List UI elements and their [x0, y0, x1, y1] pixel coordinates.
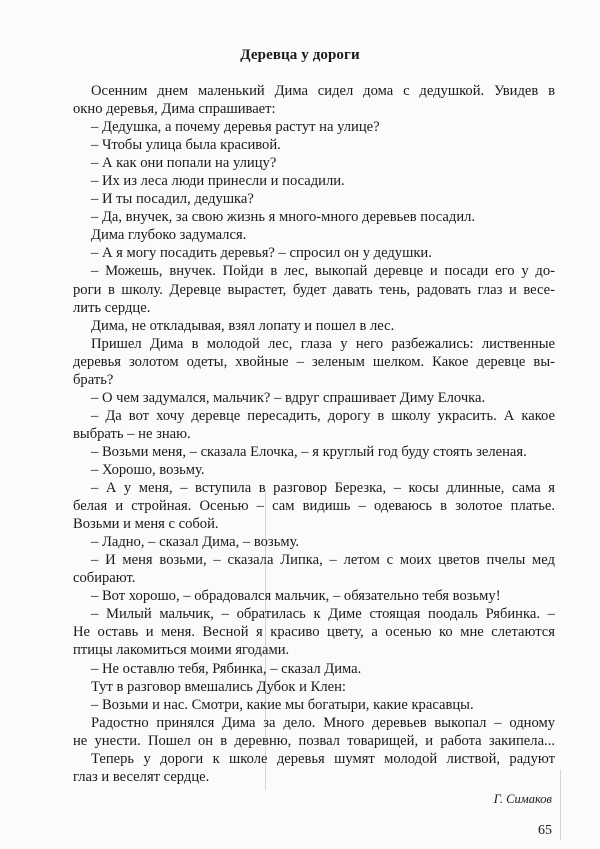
text-line: – Чтобы улица была красивой.: [91, 137, 281, 154]
text-line: птицы лакомиться моими ягодами.: [73, 642, 290, 659]
text-line: – Возьми и нас. Смотри, какие мы богатыри, какие красавцы.: [91, 696, 474, 713]
scan-streak: [560, 770, 561, 840]
scan-streak: [265, 490, 266, 790]
text-line: – И ты посадил, дедушка?: [91, 191, 254, 208]
text-line: – А я могу посадить деревья? – спросил он у дедушки.: [91, 245, 432, 262]
text-line: роги в школу. Деревце вырастет, будет давать тень, радовать глаз и весе-: [73, 281, 555, 298]
text-line: не унести. Пошел он в деревню, позвал товарищей, и работа закипела...: [73, 732, 555, 749]
text-line: Дима глубоко задумался.: [91, 227, 247, 244]
text-line: – Да вот хочу деревце пересадить, дорогу в школу украсить. А какое: [91, 407, 555, 424]
text-line: брать?: [73, 371, 114, 388]
text-line: – Вот хорошо, – обрадовался мальчик, – обязательно тебя возьму!: [91, 588, 501, 605]
text-line: Не оставь и меня. Весной я красиво цвету, а осенью ко мне слетаются: [73, 624, 555, 641]
text-line: – Да, внучек, за свою жизнь я много-много деревьев посадил.: [91, 209, 476, 226]
text-line: Тут в разговор вмешались Дубок и Клен:: [91, 678, 346, 695]
text-line: – Милый мальчик, – обратилась к Диме стоящая поодаль Рябинка. –: [91, 606, 555, 623]
text-line: глаз и веселят сердце.: [73, 768, 210, 785]
text-line: Пришел Дима в молодой лес, глаза у него разбежались: лиственные: [91, 335, 555, 352]
text-line: – Дедушка, а почему деревья растут на улице?: [91, 119, 380, 136]
page-number: 65: [538, 823, 552, 838]
text-line: Осенним днем маленький Дима сидел дома с дедушкой. Увидев в: [91, 83, 555, 99]
text-line: – И меня возьми, – сказала Липка, – летом с моих цветов пчелы мед: [91, 552, 555, 569]
text-line: – А у меня, – вступила в разговор Березка, – косы длинные, сама я: [91, 480, 555, 497]
text-line: – Хорошо, возьму.: [91, 461, 205, 478]
text-line: – О чем задумался, мальчик? – вдруг спрашивает Диму Елочка.: [91, 389, 486, 406]
text-line: – Их из леса люди принесли и посадили.: [91, 173, 345, 190]
text-line: – Можешь, внучек. Пойди в лес, выкопай деревце и посади его у до-: [91, 263, 555, 280]
author-signature: Г. Симаков: [493, 792, 552, 806]
text-line: выбрать – не знаю.: [73, 425, 191, 442]
text-line: Дима, не откладывая, взял лопату и пошел в лес.: [91, 317, 395, 334]
text-line: – Не оставлю тебя, Рябинка, – сказал Дима.: [91, 660, 362, 677]
text-line: лить сердце.: [73, 299, 151, 316]
story-body: [73, 82, 555, 786]
text-line: Теперь у дороги к школе деревья шумят молодой листвой, радуют: [91, 750, 555, 767]
text-line: Радостно принялся Дима за дело. Много деревьев выкопал – одному: [91, 714, 555, 731]
text-line: деревья золотом одеты, хвойные – зеленым шелком. Какое деревце вы-: [73, 353, 555, 370]
story-title: Деревца у дороги: [240, 47, 360, 63]
text-line: Возьми и меня с собой.: [73, 516, 219, 533]
text-line: – А как они попали на улицу?: [91, 155, 277, 172]
text-line: белая и стройная. Осенью – сам видишь – одеваюсь в золотое платье.: [73, 498, 555, 515]
text-line: – Возьми меня, – сказала Елочка, – я круглый год буду стоять зеленая.: [91, 443, 527, 460]
text-line: окно деревья, Дима спрашивает:: [73, 101, 276, 118]
text-line: собирают.: [73, 570, 136, 587]
text-line: – Ладно, – сказал Дима, – возьму.: [91, 534, 300, 551]
